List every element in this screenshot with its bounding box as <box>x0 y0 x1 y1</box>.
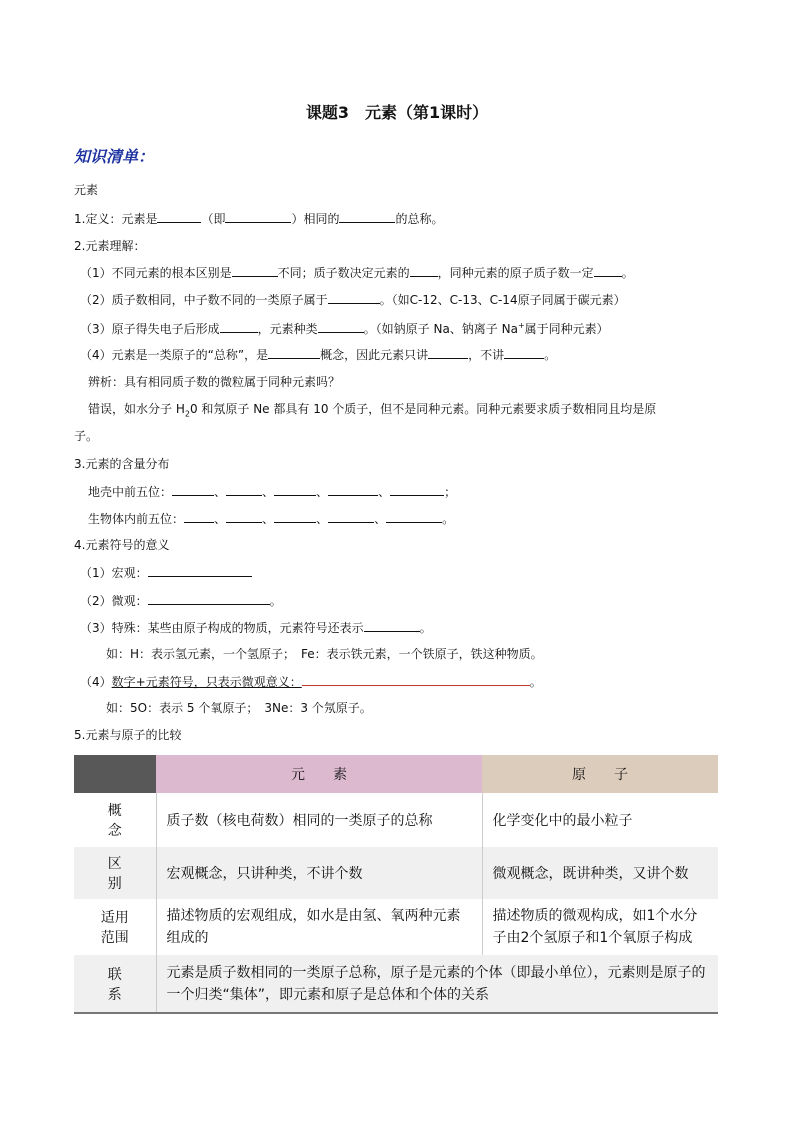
analysis-question: 辨析：具有相同质子数的微粒属于同种元素吗？ <box>88 375 341 389</box>
organism-top-five: 生物体内前五位： 、 、 、 、 。 <box>88 512 455 526</box>
table-header-corner <box>74 755 156 793</box>
section-heading: 知识清单： <box>74 147 155 166</box>
row-label: 区 别 <box>74 847 156 899</box>
blank[interactable] <box>225 210 291 223</box>
table-header-atom: 原 子 <box>482 755 718 793</box>
symbol-number-prefix: （4）数字+元素符号，只表示微观意义： 。 <box>80 675 542 689</box>
blank[interactable] <box>148 564 252 577</box>
blank[interactable] <box>339 210 395 223</box>
blank[interactable] <box>328 291 380 304</box>
blank[interactable] <box>594 264 622 277</box>
relation-cell: 元素是质子数相同的一类原子总称，原子是元素的个体（即最小单位），元素则是原子的一个归类“集体”，即元素和原子是总体和个体的关系 <box>156 955 718 1013</box>
understanding-item-2: （2）质子数相同，中子数不同的一类原子属于 。（如C-12、C-13、C-14原子同属于碳元素） <box>80 293 626 307</box>
blank[interactable] <box>428 346 468 359</box>
symbol-macro: （1）宏观： <box>80 564 252 581</box>
atom-cell: 描述物质的微观构成，如1个水分子由2个氢原子和1个氧原子构成 <box>492 908 698 946</box>
page-title: 课题3 元素（第1课时） <box>305 103 489 122</box>
element-cell: 宏观概念，只讲种类，不讲个数 <box>156 847 482 899</box>
understanding-item-1: （1）不同元素的根本区别是 不同；质子数决定元素的 ，同种元素的原子质子数一定 。 <box>80 266 634 280</box>
blank[interactable] <box>220 320 258 333</box>
blank[interactable] <box>268 346 320 359</box>
row-label: 联 系 <box>74 955 156 1013</box>
blank[interactable] <box>157 210 201 223</box>
blank[interactable] <box>274 510 316 523</box>
analysis-answer-cont: 子。 <box>74 429 99 443</box>
table-row <box>74 793 718 847</box>
table-header-element: 元 素 <box>156 755 482 793</box>
blank[interactable] <box>226 483 262 496</box>
blank[interactable] <box>504 346 544 359</box>
blank[interactable] <box>302 673 530 686</box>
table-row <box>74 955 718 1013</box>
comparison-table <box>74 755 718 1014</box>
atom-cell: 化学变化中的最小粒子 <box>492 813 633 829</box>
blank[interactable] <box>226 510 262 523</box>
definition-line: 1.定义：元素是 （即 ）相同的 的总称。 <box>74 212 444 226</box>
table-header-row <box>74 755 718 793</box>
distribution-heading: 3.元素的含量分布 <box>74 457 170 471</box>
table-row <box>74 899 718 955</box>
blank[interactable] <box>172 483 214 496</box>
comparison-heading: 5.元素与原子的比较 <box>74 728 182 742</box>
blank[interactable] <box>232 264 278 277</box>
atom-cell: 微观概念，既讲种类，又讲个数 <box>482 847 718 899</box>
understanding-item-4: （4）元素是一类原子的“总称”，是 概念，因此元素只讲 ，不讲 。 <box>80 348 557 362</box>
symbol-special: （3）特殊：某些由原子构成的物质，元素符号还表示 。 <box>80 621 432 635</box>
crust-top-five: 地壳中前五位： 、 、 、 、 ； <box>88 485 457 499</box>
blank[interactable] <box>328 483 378 496</box>
topic-label: 元素 <box>74 183 99 197</box>
symbol-example-1: 如：H：表示氢元素，一个氢原子； Fe：表示铁元素，一个铁原子，铁这种物质。 <box>106 647 543 661</box>
blank[interactable] <box>148 592 270 605</box>
understanding-heading: 2.元素理解： <box>74 239 146 253</box>
blank[interactable] <box>410 264 438 277</box>
blank[interactable] <box>318 320 364 333</box>
blank[interactable] <box>364 619 420 632</box>
element-cell: 描述物质的宏观组成，如水是由氢、氧两种元素组成的 <box>156 899 482 955</box>
table-row <box>74 847 718 899</box>
analysis-answer: 错误，如水分子 $H_20$ 和氖原子 Ne 都具有 10 个质子，但不是同种元素。同种元素要求质子数相同且均是原 <box>88 402 657 419</box>
blank[interactable] <box>184 510 214 523</box>
blank[interactable] <box>274 483 316 496</box>
symbol-micro: （2）微观： 。 <box>80 594 282 608</box>
understanding-item-3: （3）原子得失电子后形成 ，元素种类 。（如钠原子 Na、钠离子 Na+属于同种元素） <box>80 321 609 336</box>
symbol-meaning-heading: 4.元素符号的意义 <box>74 538 170 552</box>
element-cell: 质子数（核电荷数）相同的一类原子的总称 <box>156 793 482 847</box>
row-label: 概 念 <box>74 793 156 847</box>
symbol-example-2: 如：5O：表示 5 个氧原子； 3Ne：3 个氖原子。 <box>106 701 372 715</box>
blank[interactable] <box>328 510 374 523</box>
row-label: 适用 范围 <box>74 899 156 955</box>
blank[interactable] <box>390 483 444 496</box>
blank[interactable] <box>386 510 442 523</box>
